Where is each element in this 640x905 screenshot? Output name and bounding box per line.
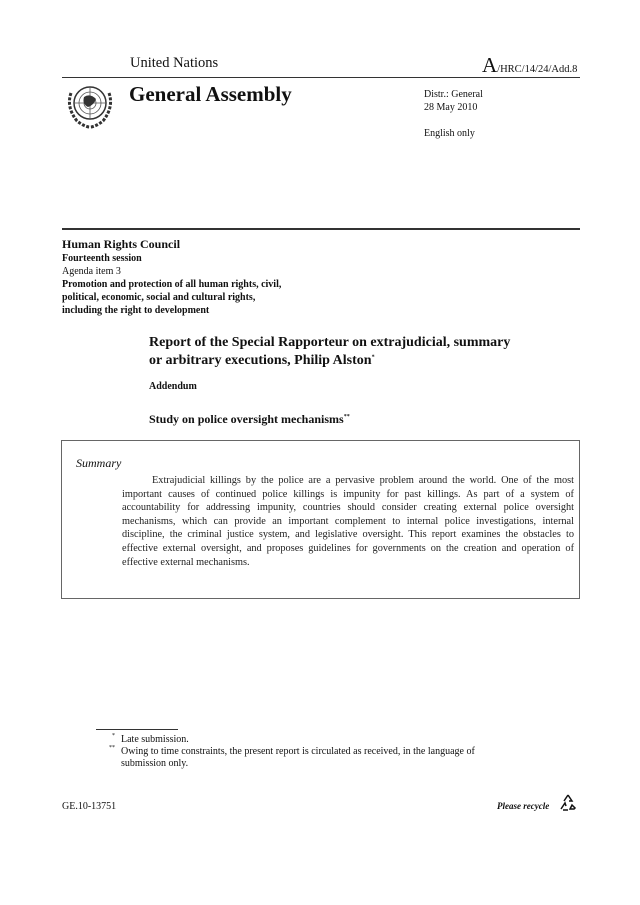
footnote-text-cont: submission only. [121,758,189,769]
report-title-line1: Report of the Special Rapporteur on extrajudicial, summary [149,335,511,350]
document-number: GE.10-13751 [62,801,117,812]
footnote-text: Late submission. [121,734,189,745]
footnote-rule [96,729,178,730]
report-title-text: or arbitrary executions, Philip Alston [149,353,372,368]
symbol-big: A [482,53,498,77]
agenda-title-line: including the right to development [62,305,210,316]
footnote-mark: ** [343,414,350,420]
report-title-line2 [149,353,375,369]
un-emblem-icon [64,81,116,131]
distribution: Distr.: General [424,89,483,100]
footnote-mark: * [371,354,375,361]
date: 28 May 2010 [424,102,478,113]
section-rule [62,228,580,230]
addendum: Addendum [149,381,197,392]
header-rule [62,77,580,78]
agenda-title-line: Promotion and protection of all human rights, civil, [62,279,282,290]
recycle-icon [558,793,578,813]
session: Fourteenth session [62,253,142,264]
body-title: General Assembly [129,82,292,106]
council: Human Rights Council [62,237,181,251]
summary-heading: Summary [76,456,122,470]
document-symbol [482,53,577,78]
study-title-text: Study on police oversight mechanisms [149,412,344,426]
summary-text: Extrajudicial killings by the police are a pervasive problem around the world. One of the most important causes of continued police killings is impunity for past killings. As part of a system of accountability for addressing impunity, countries should consider creating external police oversight mechanisms, which can provide an important complement to internal police investigations, internal discipline, the criminal justice system, and legislative oversight. This report examines the obstacles to effective external oversight, and proposes guidelines for governments on the creation and operation of effective external mechanisms. [122,475,574,568]
study-title [149,412,350,427]
footnote-mark: * [112,733,115,739]
agenda-item: Agenda item 3 [62,266,121,277]
symbol-rest: /HRC/14/24/Add.8 [497,64,578,75]
agenda-title-line: political, economic, social and cultural rights, [62,292,256,303]
org-name: United Nations [130,55,219,71]
please-recycle: Please recycle [497,801,550,811]
footnote-mark: ** [109,745,115,751]
language: English only [424,128,475,139]
footnote-text: Owing to time constraints, the present report is circulated as received, in the language of [121,746,475,757]
